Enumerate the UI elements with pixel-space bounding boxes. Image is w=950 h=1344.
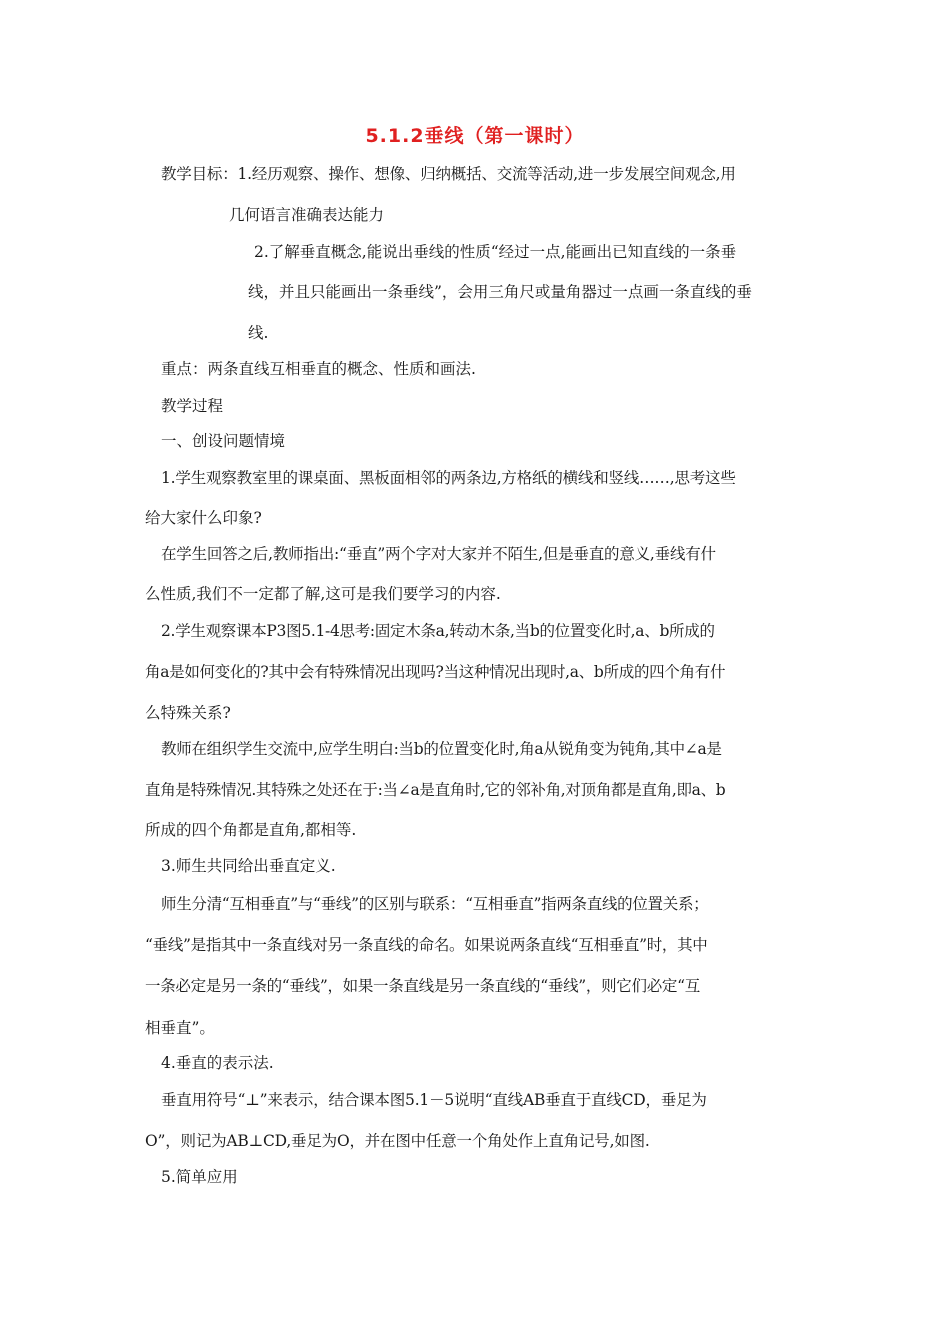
text-line: 2.学生观察课本P3图5.1-4思考:固定木条a,转动木条,当b的位置变化时,a、b所成的 [161,622,715,640]
text-line: 线. [248,324,269,342]
text-line: 所成的四个角都是直角,都相等. [145,821,357,839]
text-line: 角a是如何变化的?其中会有特殊情况出现吗?当这种情况出现时,a、b所成的四个角有什 [145,663,726,681]
text-line: 一、创设问题情境 [161,432,286,450]
text-line: 4.垂直的表示法. [161,1054,274,1072]
text-line: 几何语言准确表达能力 [229,206,385,224]
text-line: “垂线”是指其中一条直线对另一条直线的命名。如果说两条直线“互相垂直”时，其中 [145,936,708,954]
document-title: 5.1.2垂线（第一课时） [365,125,585,147]
text-line: 垂直用符号“⊥”来表示，结合课本图5.1－5说明“直线AB垂直于直线CD，垂足为 [161,1091,707,1109]
text-line: 5.简单应用 [161,1168,238,1186]
text-line: 直角是特殊情况.其特殊之处还在于:当∠a是直角时,它的邻补角,对顶角都是直角,即a、b [145,781,726,799]
text-line: 相垂直”。 [145,1019,215,1037]
text-line: 线，并且只能画出一条垂线”，会用三角尺或量角器过一点画一条直线的垂 [248,283,752,301]
text-line: 重点：两条直线互相垂直的概念、性质和画法. [161,360,476,378]
text-line: 么性质,我们不一定都了解,这可是我们要学习的内容. [145,585,501,603]
text-line: O”，则记为AB⊥CD,垂足为O，并在图中任意一个角处作上直角记号,如图. [145,1132,650,1150]
text-line: 教学目标：1.经历观察、操作、想像、归纳概括、交流等活动,进一步发展空间观念,用 [161,165,736,183]
text-line: 3.师生共同给出垂直定义. [161,857,336,875]
text-line: 师生分清“互相垂直”与“垂线”的区别与联系：“互相垂直”指两条直线的位置关系； [161,895,709,913]
text-line: 2.了解垂直概念,能说出垂线的性质“经过一点,能画出已知直线的一条垂 [254,243,737,261]
text-line: 在学生回答之后,教师指出:“垂直”两个字对大家并不陌生,但是垂直的意义,垂线有什 [161,545,716,563]
text-line: 教师在组织学生交流中,应学生明白:当b的位置变化时,角a从锐角变为钝角,其中∠a是 [161,740,722,758]
text-line: 教学过程 [161,397,224,415]
text-line: 一条必定是另一条的“垂线”，如果一条直线是另一条直线的“垂线”，则它们必定“互 [145,977,700,995]
text-line: 1.学生观察教室里的课桌面、黑板面相邻的两条边,方格纸的横线和竖线……,思考这些 [161,469,736,487]
text-line: 给大家什么印象? [145,509,262,527]
text-line: 么特殊关系? [145,704,231,722]
